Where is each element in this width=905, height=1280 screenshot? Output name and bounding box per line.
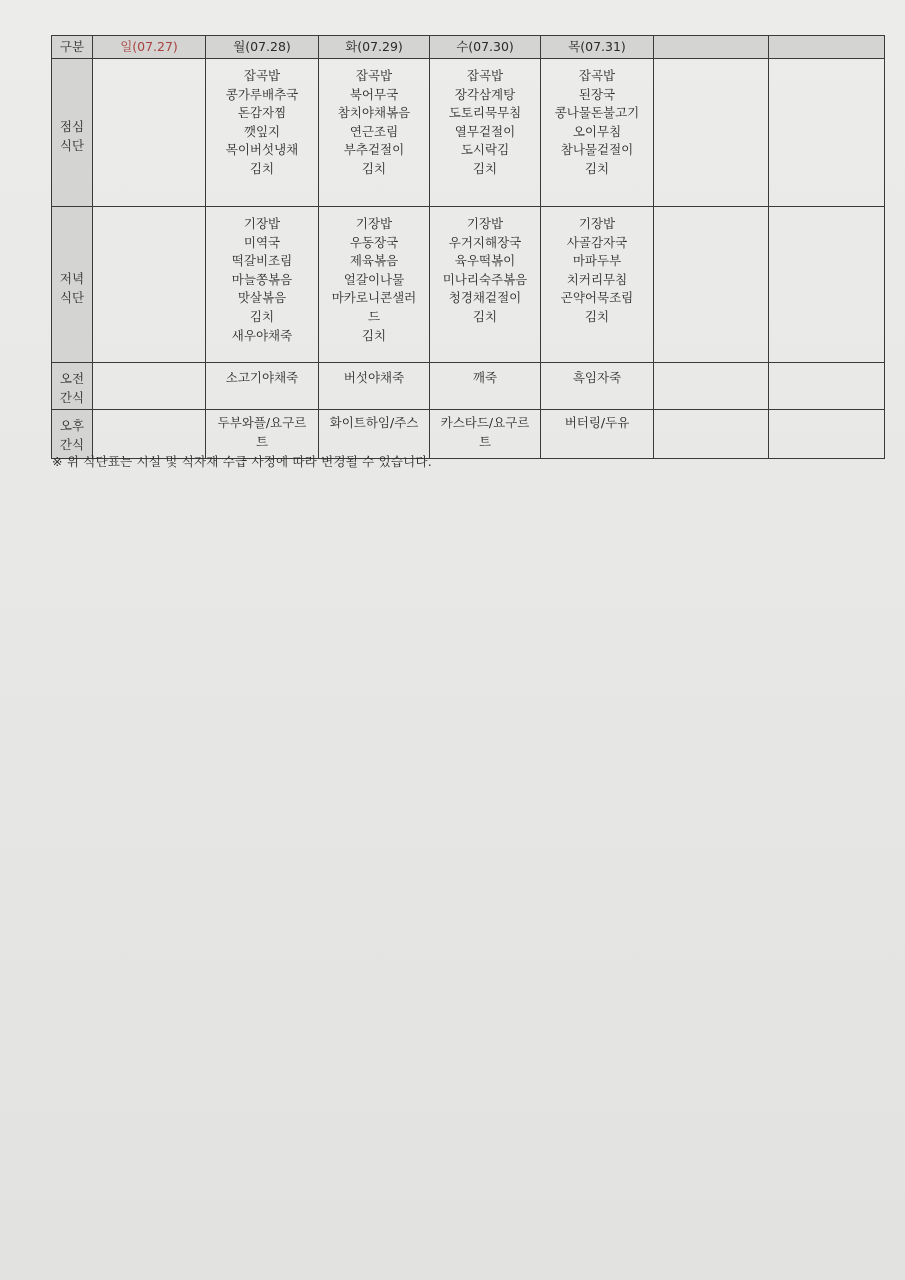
dish-item: 얼갈이나물 — [343, 271, 405, 287]
lunch-row — [52, 59, 885, 207]
row-label-line: 저녁 — [59, 270, 85, 286]
menu-cell — [206, 59, 319, 207]
menu-cell — [541, 410, 654, 459]
dish-item: 오이무침 — [572, 123, 622, 139]
am-snack-row — [52, 363, 885, 410]
dish-item: 버터링/두유 — [564, 415, 630, 430]
menu-cell — [319, 363, 430, 410]
dish-item: 트 — [255, 433, 269, 449]
dish-item: 참치야채볶음 — [337, 105, 411, 121]
dish-item: 된장국 — [578, 86, 616, 102]
dish-item: 사골감자국 — [566, 234, 628, 250]
menu-cell — [93, 363, 206, 410]
dish-item: 육우떡볶이 — [454, 253, 516, 269]
dish-item: 연근조림 — [349, 123, 399, 139]
dish-item: 화이트하임/주스 — [329, 415, 419, 430]
dish-item: 청경채겉절이 — [448, 290, 522, 306]
day-header-sunday: 일(07.27) — [93, 36, 206, 59]
dish-item: 곤약어묵조림 — [560, 290, 634, 306]
day-header-thursday: 목(07.31) — [541, 36, 654, 59]
dish-item: 드 — [367, 308, 381, 324]
dish-item: 잡곡밥 — [243, 68, 281, 83]
menu-cell — [541, 363, 654, 410]
menu-cell — [206, 363, 319, 410]
row-label-line: 오후 — [59, 418, 85, 434]
dish-item: 도토리묵무침 — [448, 105, 522, 121]
row-label-am-snack — [52, 363, 93, 410]
dish-item: 잡곡밥 — [355, 68, 393, 83]
dish-item: 기장밥 — [355, 216, 393, 231]
menu-cell — [654, 207, 769, 363]
dish-item: 미역국 — [243, 234, 281, 250]
dish-item: 흑임자죽 — [572, 370, 622, 385]
day-header-monday: 월(07.28) — [206, 36, 319, 59]
dish-item: 우거지해장국 — [448, 234, 522, 250]
row-label-lunch — [52, 59, 93, 207]
header-row — [52, 36, 885, 59]
dish-item: 버섯야채죽 — [343, 370, 405, 385]
menu-cell — [319, 207, 430, 363]
day-header-blank-2 — [769, 36, 885, 59]
day-header-wednesday: 수(07.30) — [430, 36, 541, 59]
dish-item: 잡곡밥 — [466, 68, 504, 83]
menu-cell — [430, 59, 541, 207]
menu-cell — [430, 207, 541, 363]
dish-item: 마파두부 — [572, 253, 622, 269]
dish-item: 맛살볶음 — [237, 290, 287, 306]
dish-item: 김치 — [472, 160, 498, 176]
dish-item: 기장밥 — [578, 216, 616, 231]
menu-cell — [769, 59, 885, 207]
dish-item: 깻잎지 — [243, 123, 281, 139]
menu-cell — [430, 410, 541, 459]
menu-cell — [654, 363, 769, 410]
dish-item: 치커리무침 — [566, 271, 628, 287]
dish-item: 김치 — [361, 160, 387, 176]
dish-item: 소고기야채죽 — [225, 370, 299, 385]
dish-item: 콩나물돈불고기 — [554, 105, 640, 121]
row-label-line: 간식 — [59, 437, 85, 452]
menu-cell — [206, 207, 319, 363]
menu-cell — [430, 363, 541, 410]
meal-plan-table — [51, 35, 885, 459]
dish-item: 김치 — [584, 308, 610, 324]
dish-item: 두부와플/요구르 — [217, 415, 307, 430]
dish-item: 김치 — [584, 160, 610, 176]
menu-cell — [541, 59, 654, 207]
row-label-line: 간식 — [59, 390, 85, 405]
dish-item: 참나물겉절이 — [560, 142, 634, 158]
dish-item: 우동장국 — [349, 234, 399, 250]
day-header-tuesday: 화(07.29) — [319, 36, 430, 59]
row-label-line: 식단 — [59, 137, 85, 153]
menu-cell — [654, 59, 769, 207]
menu-cell — [769, 207, 885, 363]
dish-item: 김치 — [472, 308, 498, 324]
dish-item: 마늘쫑볶음 — [231, 271, 293, 287]
dish-item: 새우야채죽 — [231, 327, 293, 343]
dish-item: 기장밥 — [466, 216, 504, 231]
dish-item: 트 — [478, 433, 492, 449]
dish-item: 김치 — [249, 160, 275, 176]
dish-item: 목이버섯냉채 — [225, 142, 299, 158]
row-label-line: 오전 — [59, 371, 85, 387]
dish-item: 김치 — [361, 327, 387, 343]
menu-cell — [654, 410, 769, 459]
menu-cell — [319, 59, 430, 207]
menu-cell — [769, 363, 885, 410]
footnote: ※ 위 식단표는 시설 및 식자재 수급 사정에 따라 변경될 수 있습니다. — [52, 454, 432, 469]
dish-item: 카스타드/요구르 — [440, 415, 530, 430]
row-label-line: 식단 — [59, 289, 85, 305]
dish-item: 도시락김 — [460, 142, 510, 158]
dish-item: 장각삼계탕 — [454, 86, 516, 102]
dish-item: 잡곡밥 — [578, 68, 616, 83]
menu-cell — [769, 410, 885, 459]
dish-item: 떡갈비조림 — [231, 253, 293, 269]
dish-item: 부추겉절이 — [343, 142, 405, 158]
row-label-line: 점심 — [59, 118, 85, 134]
menu-cell — [93, 59, 206, 207]
menu-cell — [93, 207, 206, 363]
dish-item: 제육볶음 — [349, 253, 399, 269]
dish-item: 돈감자찜 — [237, 105, 287, 121]
day-header-blank-1 — [654, 36, 769, 59]
dish-item: 북어무국 — [349, 86, 399, 102]
dish-item: 열무겉절이 — [454, 123, 516, 139]
dish-item: 기장밥 — [243, 216, 281, 231]
dish-item: 김치 — [249, 308, 275, 324]
dinner-row — [52, 207, 885, 363]
dish-item: 콩가루배추국 — [225, 86, 299, 102]
dish-item: 마카로니콘샐러 — [331, 290, 417, 306]
dish-item: 미나리숙주볶음 — [442, 271, 528, 287]
row-label-dinner — [52, 207, 93, 363]
dish-item: 깨죽 — [472, 370, 498, 385]
category-header: 구분 — [52, 36, 93, 59]
menu-cell — [541, 207, 654, 363]
